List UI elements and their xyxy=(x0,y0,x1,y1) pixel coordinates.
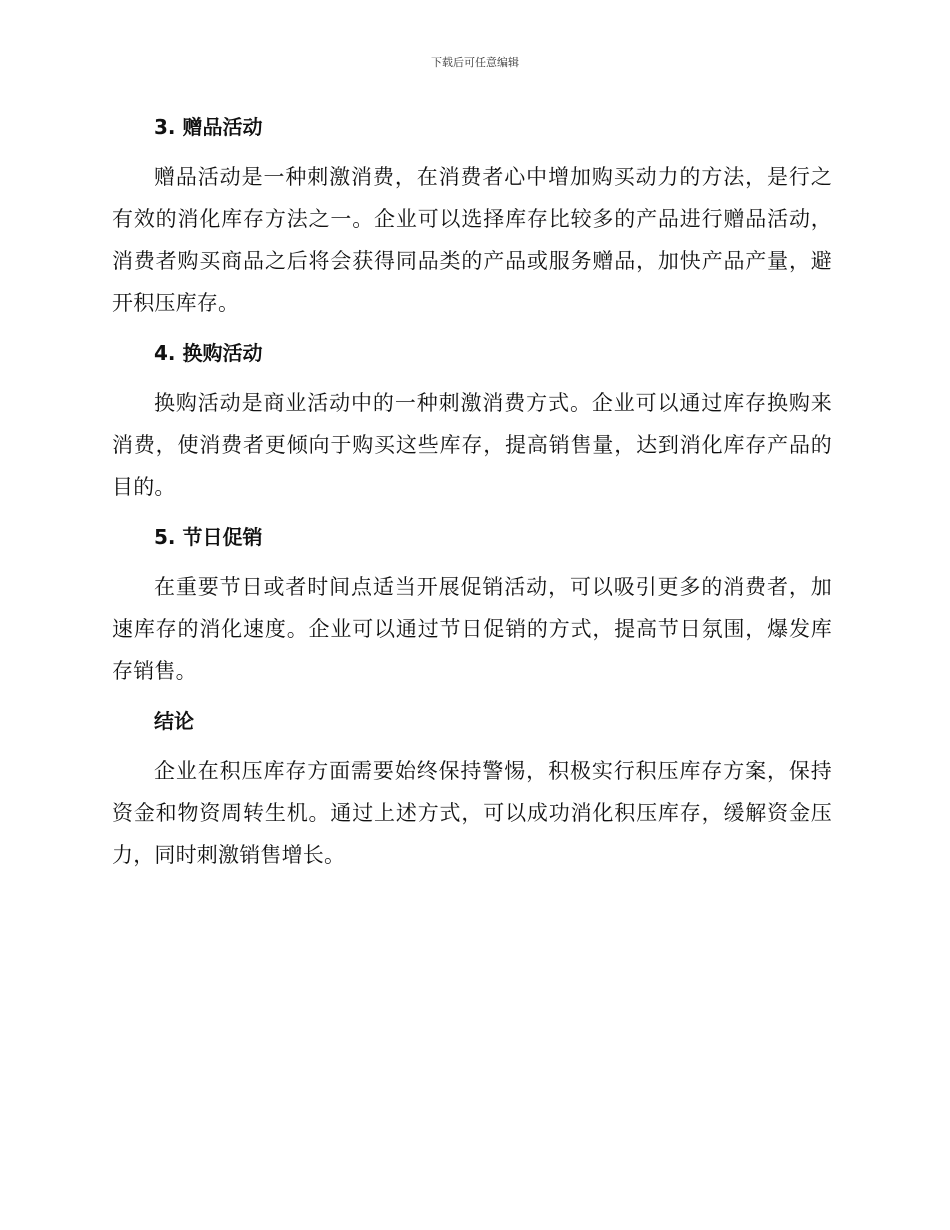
section-paragraph: 在重要节日或者时间点适当开展促销活动，可以吸引更多的消费者，加速库存的消化速度。企业可以通过节日促销的方式，提高节日氛围，爆发库存销售。 xyxy=(112,575,832,683)
section-heading: 4. 换购活动 xyxy=(154,341,263,365)
section-heading: 结论 xyxy=(154,709,194,733)
section-heading: 5. 节日促销 xyxy=(154,525,263,549)
section-conclusion xyxy=(112,706,832,876)
section-holiday-promotion xyxy=(112,522,832,692)
section-exchange-activity xyxy=(112,338,832,508)
section-heading: 3. 赠品活动 xyxy=(154,115,263,139)
section-paragraph: 企业在积压库存方面需要始终保持警惕，积极实行积压库存方案，保持资金和物资周转生机。通过上述方式，可以成功消化积压库存，缓解资金压力，同时刺激销售增长。 xyxy=(112,759,832,867)
section-paragraph: 赠品活动是一种刺激消费，在消费者心中增加购买动力的方法，是行之有效的消化库存方法之一。企业可以选择库存比较多的产品进行赠品活动，消费者购买商品之后将会获得同品类的产品或服务赠品，加快产品产量，避开积压库存。 xyxy=(112,165,832,315)
section-paragraph: 换购活动是商业活动中的一种刺激消费方式。企业可以通过库存换购来消费，使消费者更倾向于购买这些库存，提高销售量，达到消化库存产品的目的。 xyxy=(112,391,832,499)
header-note: 下载后可任意编辑 xyxy=(431,56,519,69)
section-gift-activity xyxy=(112,112,832,324)
document-content xyxy=(112,112,832,890)
